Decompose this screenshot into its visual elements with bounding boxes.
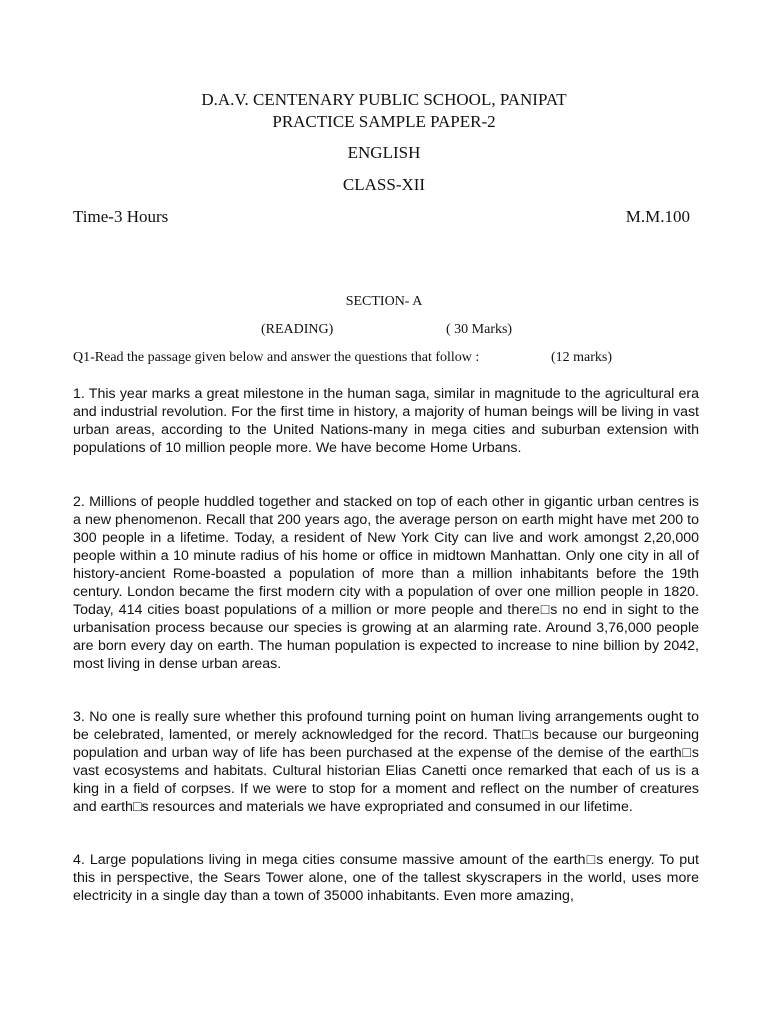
time-allowed: Time-3 Hours (73, 207, 169, 226)
passage-paragraph-2: 2. Millions of people huddled together and stacked on top of each other in gigantic urban centres is a new phenomenon. Recall that 200 years ago, the average person on earth might have met 200 to 300 people in a lifetime. Today, a resident of New York City can live and work amongst 2,20,000 people within a 10 minute radius of his home or office in midtown Manhattan. Only one city in all of history-ancient Rome-boasted a population of more than a million inhabitants before the 19th century. London became the first modern city with a population of over one million people in 1820. Today, 414 cities boast populations of a million or more people and there□s no end in sight to the urbanisation process because our species is growing at an alarming rate. Around 3,76,000 people are born every day on earth. The human population is expected to increase to nine billion by 2042, most living in dense urban areas. (73, 494, 699, 672)
passage-paragraph-4: 4. Large populations living in mega cities consume massive amount of the earth□s energy. To put this in perspective, the Sears Tower alone, one of the tallest skyscrapers in the world, uses more electricity in a single day than a town of 35000 inhabitants. Even more amazing, (73, 852, 699, 904)
max-marks: M.M.100 (625, 207, 690, 226)
passage-paragraph-1: 1. This year marks a great milestone in the human saga, similar in magnitude to the agricultural era and industrial revolution. For the first time in history, a majority of human beings will be living in vast urban areas, according to the United Nations-many in mega cities and suburban extension with populations of 10 million people more. We have become Home Urbans. (73, 386, 699, 456)
paper-title: PRACTICE SAMPLE PAPER-2 (272, 112, 496, 131)
section-title: SECTION- A (345, 294, 423, 309)
section-marks: ( 30 Marks) (446, 322, 513, 337)
passage-paragraph-3: 3. No one is really sure whether this profound turning point on human living arrangements ought to be celebrated, lamented, or merely acknowledged for the record. That□s because our burgeoning population and urban way of life has been purchased at the expense of the demise of the earth□s vast ecosystems and habitats. Cultural historian Elias Canetti once remarked that each of us is a king in a field of corpses. If we were to stop for a moment and reflect on the number of creatures and earth□s resources and materials we have expropriated and consumed in our lifetime. (73, 709, 699, 815)
class-title: CLASS-XII (342, 175, 426, 194)
question-prompt: Q1-Read the passage given below and answer the questions that follow : (73, 350, 480, 365)
school-name: D.A.V. CENTENARY PUBLIC SCHOOL, PANIPAT (201, 90, 567, 109)
question-marks: (12 marks) (551, 350, 613, 365)
section-name: (READING) (261, 322, 334, 337)
subject-title: ENGLISH (347, 143, 421, 162)
